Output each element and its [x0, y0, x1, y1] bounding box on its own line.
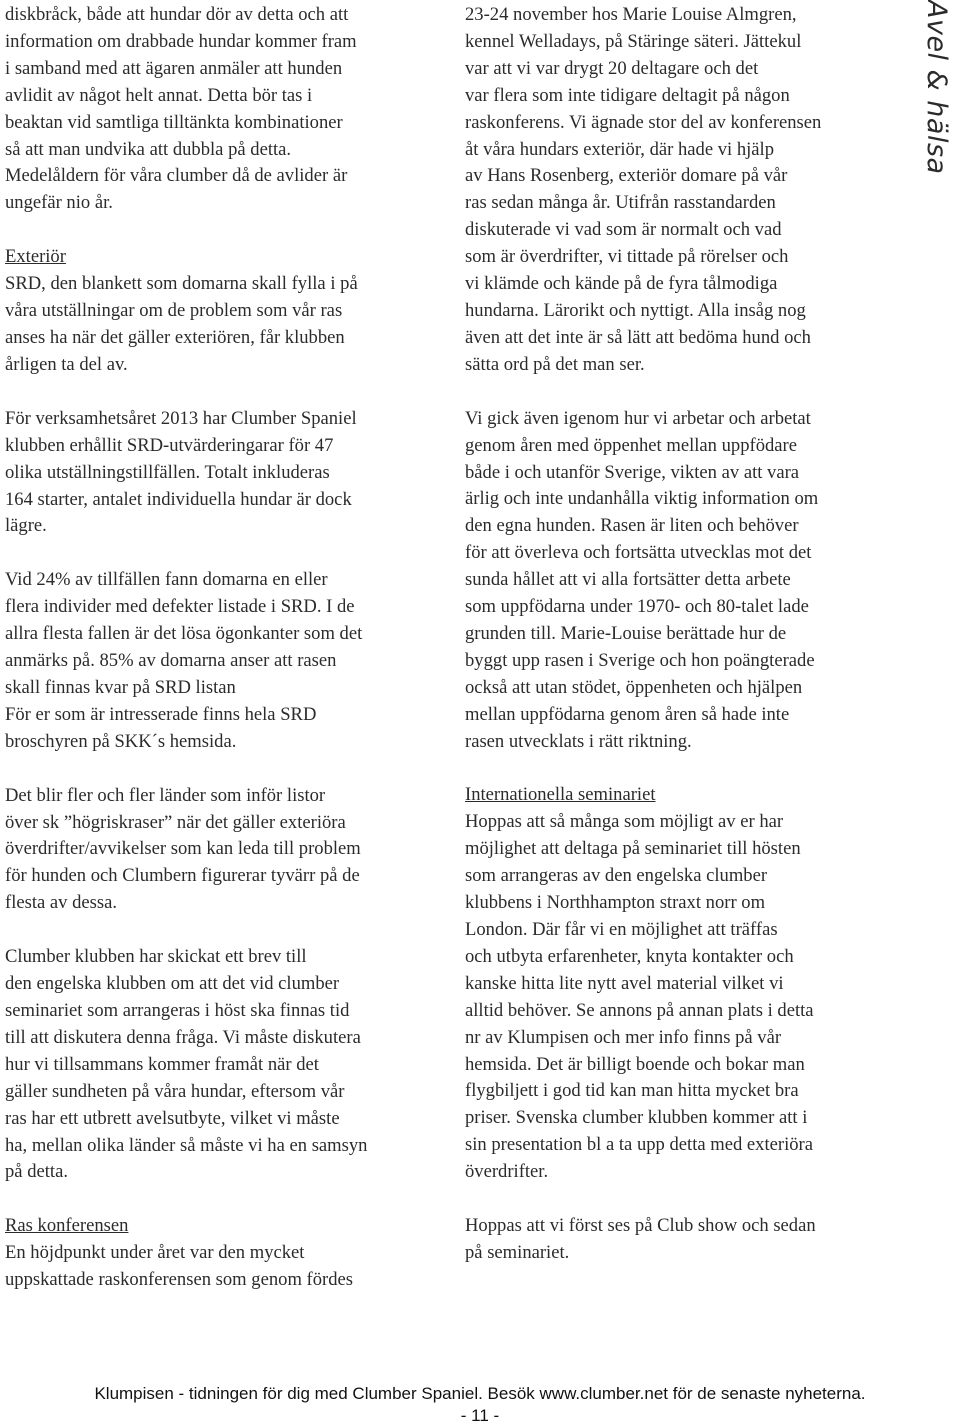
text-line: Hoppas att vi först ses på Club show och sedan: [465, 1215, 816, 1237]
paragraph: [5, 944, 445, 1186]
text-line: även att det inte är så lätt att bedöma hund och: [465, 326, 811, 348]
text-line: genom åren med öppenhet mellan uppfödare: [465, 434, 797, 456]
text-line: åt våra hundars exteriör, där hade vi hjälp: [465, 138, 775, 160]
text-line: flygbiljett i god tid kan man hitta mycket bra: [465, 1080, 799, 1102]
text-line: också att utan stödet, öppenheten och hjälpen: [465, 676, 803, 698]
text-line: sunda hållet att vi alla fortsätter detta arbete: [465, 569, 791, 591]
text-line: ha, mellan olika länder så måste vi ha en samsyn: [5, 1134, 368, 1156]
text-line: seminariet som arrangeras i höst ska finnas tid: [5, 1000, 350, 1021]
text-line: alltid behöver. Se annons på annan plats i detta: [465, 999, 814, 1021]
text-line: sätta ord på det man ser.: [465, 353, 645, 375]
text-line: var att vi var drygt 20 deltagare och det: [465, 57, 759, 79]
text-line: priser. Svenska clumber klubben kommer att i: [465, 1107, 808, 1129]
text-line: För verksamhetsåret 2013 har Clumber Spaniel: [5, 407, 357, 429]
text-line: diskuterade vi vad som är normalt och vad: [465, 219, 782, 241]
section-heading: Exteriör: [5, 246, 66, 268]
text-line: klubben erhållit SRD-utvärderingarar för 47: [5, 434, 334, 456]
text-line: beaktan vid samtliga tilltänkta kombinationer: [5, 111, 343, 133]
paragraph: [5, 783, 445, 918]
text-line: lägre.: [5, 515, 47, 537]
text-line: Det blir fler och fler länder som inför listor: [5, 784, 326, 806]
text-line: 23-24 november hos Marie Louise Almgren,: [465, 4, 797, 25]
text-line: diskbråck, både att hundar dör av detta och att: [5, 4, 349, 25]
text-line: var flera som inte tidigare deltagit på någon: [465, 84, 790, 106]
text-line: hundarna. Lärorikt och nyttigt. Alla insåg nog: [465, 299, 806, 321]
text-line: på seminariet.: [465, 1241, 570, 1263]
text-line: vi klämde och kände på de fyra tålmodiga: [465, 273, 778, 295]
text-line: som uppfödarna under 1970- och 80-talet lade: [465, 596, 809, 618]
text-line: hemsida. Det är billigt boende och bokar man: [465, 1053, 805, 1075]
text-line: som är överdrifter, vi tittade på rörelser och: [465, 246, 789, 268]
text-line: flera individer med defekter listade i SRD. I de: [5, 596, 355, 618]
text-line: mellan uppfödarna genom åren så hade inte: [465, 703, 790, 725]
text-line: Vi gick även igenom hur vi arbetar och arbetat: [465, 407, 811, 429]
paragraph: [465, 782, 905, 1186]
text-line: Medelåldern för våra clumber då de avlider är: [5, 165, 348, 187]
text-line: information om drabbade hundar kommer fram: [5, 30, 357, 52]
section-heading: Ras konferensen: [5, 1215, 129, 1237]
text-line: rasen utvecklats i rätt riktning.: [465, 730, 692, 752]
paragraph: [5, 244, 445, 379]
text-line: överdrifter/avvikelser som kan leda till problem: [5, 838, 361, 860]
text-line: som arrangeras av den engelska clumber: [465, 865, 768, 887]
text-line: och utbyta erfarenheter, knyta kontakter och: [465, 945, 794, 967]
text-line: Clumber klubben har skickat ett brev till: [5, 946, 307, 968]
text-line: årligen ta del av.: [5, 353, 128, 375]
text-line: över sk ”högriskraser” när det gäller exteriöra: [5, 811, 346, 833]
paragraph: [5, 406, 445, 541]
text-line: 164 starter, antalet individuella hundar är dock: [5, 488, 352, 510]
text-line: möjlighet att deltaga på seminariet till hösten: [465, 838, 801, 860]
text-line: allra flesta fallen är det lösa ögonkanter som det: [5, 623, 363, 645]
paragraph: [5, 2, 445, 217]
section-label: Avel & hälsa: [921, 0, 952, 175]
text-line: London. Där får vi en möjlighet att träffas: [465, 919, 778, 940]
text-line: överdrifter.: [465, 1161, 549, 1183]
text-line: olika utställningstillfällen. Totalt inkluderas: [5, 461, 330, 483]
text-line: till att diskutera denna fråga. Vi måste diskutera: [5, 1026, 361, 1048]
text-line: grunden till. Marie-Louise berättade hur de: [465, 622, 787, 644]
text-line: hur vi tillsammans kommer framåt när det: [5, 1053, 319, 1075]
text-line: både i och utanför Sverige, vikten av att vara: [465, 461, 800, 483]
text-line: Vid 24% av tillfällen fann domarna en eller: [5, 569, 328, 591]
text-line: gäller sundheten på våra hundar, eftersom vår: [5, 1080, 345, 1102]
text-line: skall finnas kvar på SRD listan: [5, 676, 236, 698]
text-line: den engelska klubben om att det vid clumber: [5, 973, 340, 995]
text-line: våra utställningar om de problem som vår ras: [5, 300, 343, 322]
text-line: raskonferens. Vi ägnade stor del av konferensen: [465, 111, 822, 133]
text-line: nr av Klumpisen och mer info finns på vår: [465, 1026, 782, 1048]
text-line: klubbens i Northhampton straxt norr om: [465, 892, 766, 914]
text-line: i samband med att ägaren anmäler att hunden: [5, 57, 343, 79]
text-line: anses ha när det gäller exteriören, får klubben: [5, 326, 345, 348]
text-line: så att man undvika att dubbla på detta.: [5, 138, 292, 160]
right-column: [465, 2, 905, 1267]
footer-tagline: Klumpisen - tidningen för dig med Clumber Spaniel. Besök www.clumber.net för de senaste nyheterna.: [94, 1384, 866, 1403]
text-line: SRD, den blankett som domarna skall fylla i på: [5, 273, 358, 295]
text-line: anmärks på. 85% av domarna anser att rasen: [5, 650, 337, 672]
text-line: För er som är intresserade finns hela SRD: [5, 703, 317, 725]
text-line: broschyren på SKK´s hemsida.: [5, 730, 237, 752]
text-line: ras sedan många år. Utifrån rasstandarden: [465, 192, 776, 214]
text-line: kennel Welladays, på Stäringe säteri. Jättekul: [465, 30, 802, 52]
text-line: ras har ett utbrett avelsutbyte, vilket vi måste: [5, 1107, 340, 1129]
text-line: på detta.: [5, 1161, 68, 1183]
left-column: [5, 2, 445, 1294]
text-line: ungefär nio år.: [5, 192, 113, 214]
section-heading: Internationella seminariet: [465, 784, 656, 806]
text-line: byggt upp rasen i Sverige och hon poängterade: [465, 649, 815, 671]
text-line: av Hans Rosenberg, exteriör domare på vår: [465, 165, 788, 187]
text-line: uppskattade raskonferensen som genom fördes: [5, 1269, 354, 1291]
paragraph: [5, 1213, 445, 1294]
text-line: ärlig och inte undanhålla viktig information om: [465, 488, 819, 510]
text-line: den egna hunden. Rasen är liten och behöver: [465, 515, 799, 537]
text-line: flesta av dessa.: [5, 892, 118, 914]
paragraph: [465, 406, 905, 756]
text-line: Hoppas att så många som möjligt av er har: [465, 811, 784, 833]
paragraph: [5, 567, 445, 755]
paragraph: [465, 2, 905, 379]
text-line: för hunden och Clumbern figurerar tyvärr på de: [5, 865, 360, 887]
page-number: - 11 -: [460, 1406, 500, 1425]
text-line: En höjdpunkt under året var den mycket: [5, 1242, 305, 1264]
text-line: kanske hitta lite nytt avel material vilket vi: [465, 972, 784, 994]
text-line: avlidit av något helt annat. Detta bör tas i: [5, 84, 313, 106]
paragraph: [465, 1213, 905, 1267]
text-line: för att överleva och fortsätta utvecklas mot det: [465, 542, 812, 564]
text-line: sin presentation bl a ta upp detta med exteriöra: [465, 1134, 813, 1156]
